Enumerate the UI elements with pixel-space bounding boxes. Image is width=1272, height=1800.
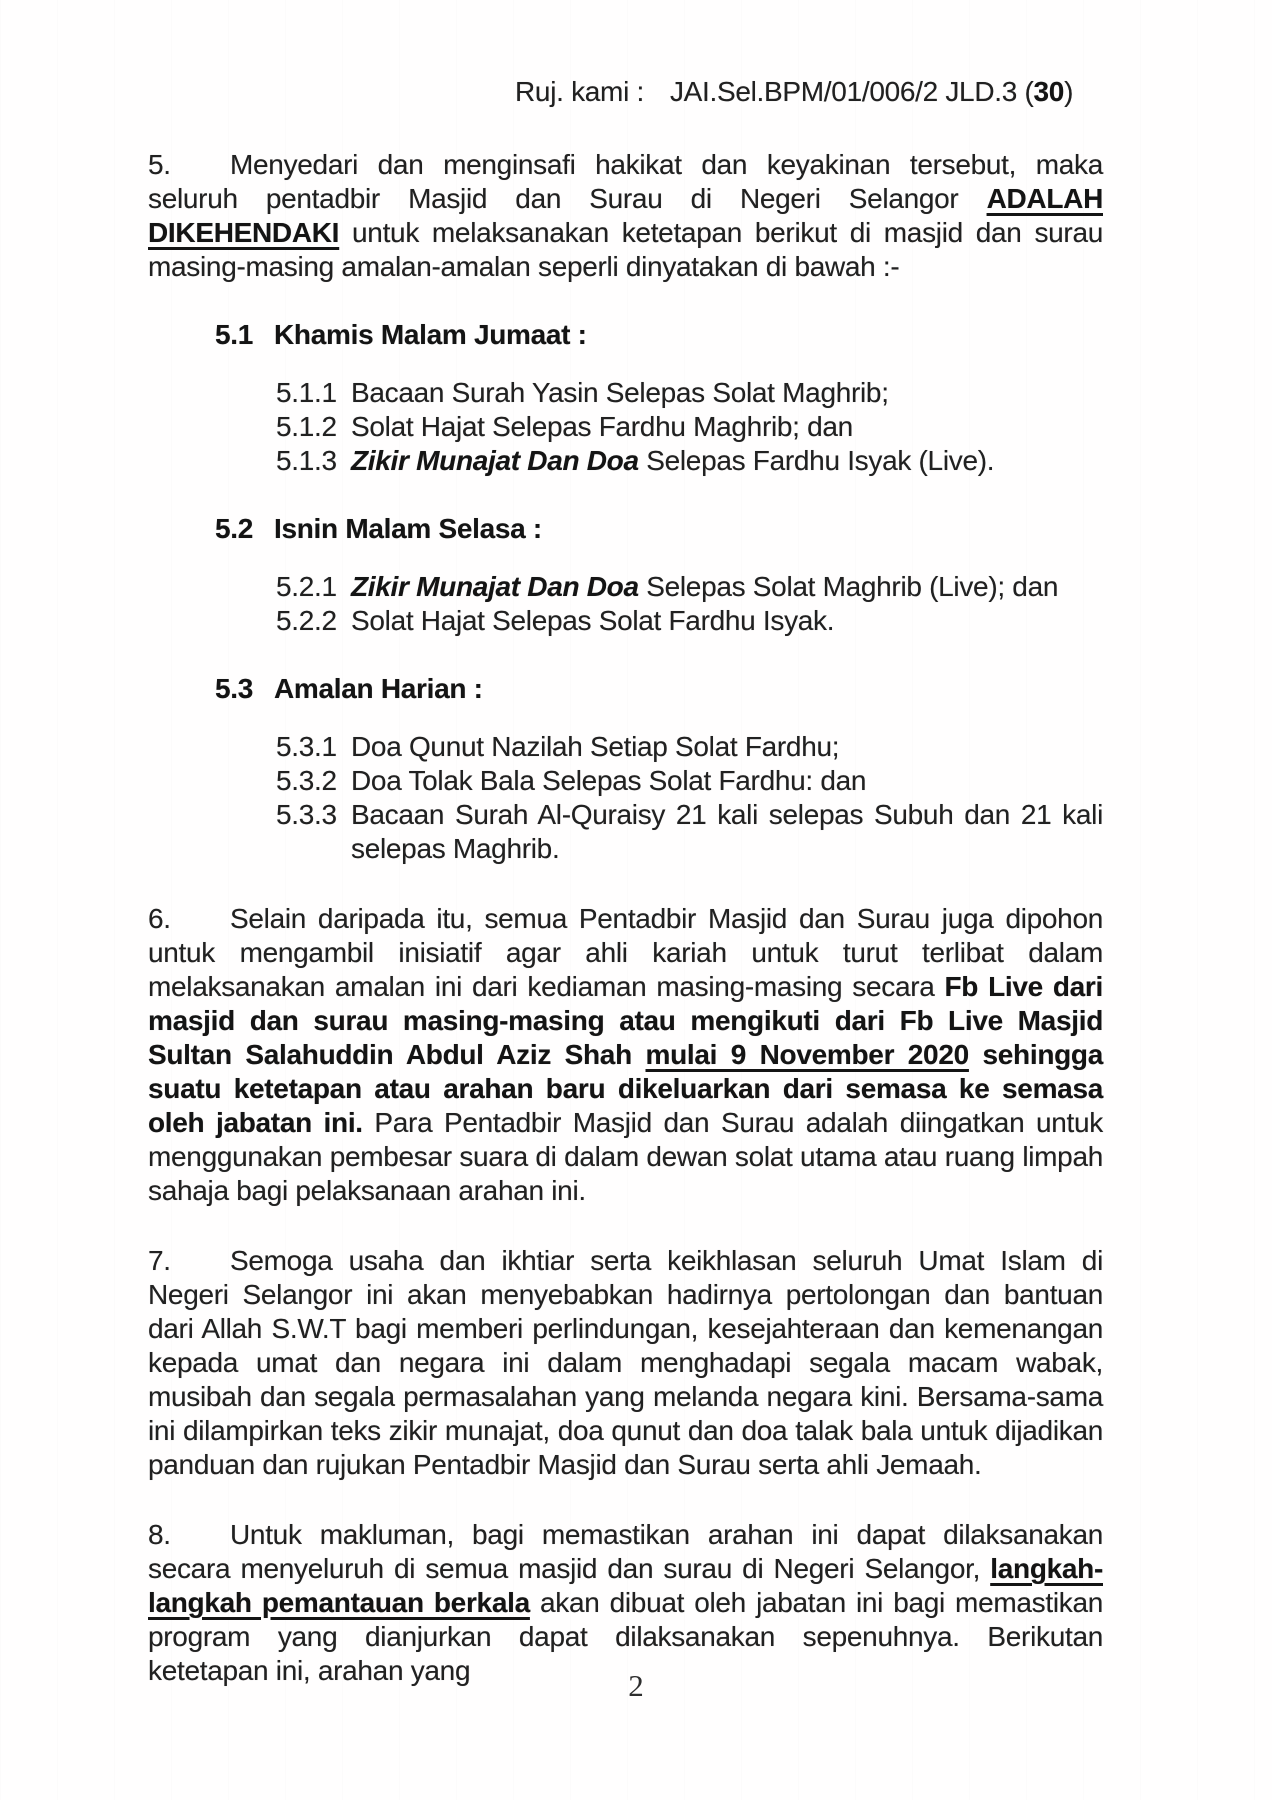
paragraph-7-text: Semoga usaha dan ikhtiar serta keikhlasan seluruh Umat Islam di Negeri Selangor ini akan menyebabkan hadirnya pertolongan dan bantuan dari Allah S.W.T bagi memberi perlindungan, kesejahteraan dan kemenangan kepada umat dan negara ini dalam menghadapi segala macam wabak, musibah dan segala permasalahan yang melanda negara kini. Bersama-sama ini dilampirkan teks zikir munajat, doa qunut dan doa talak bala untuk dijadikan panduan dan rujukan Pentadbir Masjid dan Surau serta ahli Jemaah. (148, 1245, 1103, 1480)
list-item-number: 5.1.2 (276, 411, 337, 442)
paragraph-5-tail: untuk melaksanakan ketetapan berikut di masjid dan surau masing-masing amalan-amalan seperli dinyatakan di bawah :- (148, 217, 1103, 282)
list-item-5-2-2 (148, 604, 1103, 638)
section-5-1-number: 5.1 (215, 319, 254, 350)
paragraph-6-number: 6. (148, 903, 171, 934)
list-item-text: Bacaan Surah Yasin Selepas Solat Maghrib; (351, 377, 889, 408)
reference-number-close: ) (1064, 76, 1074, 107)
paragraph-8 (148, 1518, 1103, 1688)
paragraph-6-bold-tail: sehingga suatu ketetapan atau arahan baru dikeluarkan dari semasa ke semasa oleh jabatan ini. (148, 1039, 1103, 1138)
paragraph-6-tail: Para Pentadbir Masjid dan Surau adalah diingatkan untuk menggunakan pembesar suara di dalam dewan solat utama atau ruang limpah sahaja bagi pelaksanaan arahan ini. (148, 1107, 1103, 1206)
section-5-3-title: Amalan Harian : (274, 673, 483, 704)
section-5-1-title: Khamis Malam Jumaat : (274, 319, 587, 350)
reference-label: Ruj. kami : (515, 76, 644, 107)
list-item-5-2-1 (148, 570, 1103, 604)
paragraph-7 (148, 1244, 1103, 1482)
list-item-text: Solat Hajat Selepas Solat Fardhu Isyak. (351, 605, 835, 636)
paragraph-6-text: Selain daripada itu, semua Pentadbir Masjid dan Surau juga dipohon untuk mengambil inisiatif agar ahli kariah untuk turut terlibat dalam melaksanakan amalan ini dari kediaman masing-masing secara (148, 903, 1103, 1002)
list-item-text: Solat Hajat Selepas Fardhu Maghrib; dan (351, 411, 853, 442)
section-5-3-heading (148, 672, 1103, 706)
list-item-number: 5.3.2 (276, 765, 337, 796)
letter-body (148, 0, 1103, 1688)
list-item-number: 5.1.1 (276, 377, 337, 408)
reference-volume-number: 30 (1033, 76, 1065, 107)
paragraph-5 (148, 148, 1103, 284)
reference-number: JAI.Sel.BPM/01/006/2 JLD.3 ( (669, 76, 1034, 107)
list-item-5-3-3 (148, 798, 1103, 866)
list-item-number: 5.1.3 (276, 445, 337, 476)
section-5-2-number: 5.2 (215, 513, 254, 544)
paragraph-5-emphasis: ADALAH DIKEHENDAKI (148, 183, 1103, 248)
list-item-5-1-1 (148, 376, 1103, 410)
page-number: 2 (628, 1668, 644, 1703)
paragraph-7-number: 7. (148, 1245, 171, 1276)
list-item-5-1-3 (148, 444, 1103, 478)
section-5-2-items (148, 570, 1103, 638)
list-item-text: Selepas Fardhu Isyak (Live). (638, 445, 995, 476)
list-item-text: Doa Tolak Bala Selepas Solat Fardhu: dan (351, 765, 867, 796)
list-item-number: 5.2.1 (276, 571, 337, 602)
list-item-5-1-2 (148, 410, 1103, 444)
section-5-2-title: Isnin Malam Selasa : (274, 513, 542, 544)
paragraph-6-bold: Fb Live dari masjid dan surau masing-masing atau mengikuti dari Fb Live Masjid Sultan Salahuddin Abdul Aziz Shah (148, 971, 1104, 1070)
paragraph-8-number: 8. (148, 1519, 171, 1550)
list-item-5-3-1 (148, 730, 1103, 764)
section-5-2-heading (148, 512, 1103, 546)
paragraph-8-tail: akan dibuat oleh jabatan ini bagi memastikan program yang dianjurkan dapat dilaksanakan sepenuhnya. Berikutan ketetapan ini, arahan yang (148, 1587, 1103, 1686)
paragraph-8-text: Untuk makluman, bagi memastikan arahan ini dapat dilaksanakan secara menyeluruh di semua masjid dan surau di Negeri Selangor, (148, 1519, 1103, 1584)
list-item-number: 5.3.1 (276, 731, 337, 762)
paragraph-5-number: 5. (148, 149, 171, 180)
section-5-3-number: 5.3 (215, 673, 254, 704)
list-item-text: Selepas Solat Maghrib (Live); dan (638, 571, 1059, 602)
section-5-3-items (148, 730, 1103, 866)
paragraph-6 (148, 902, 1103, 1208)
list-item-5-3-2 (148, 764, 1103, 798)
paragraph-5-text: Menyedari dan menginsafi hakikat dan keyakinan tersebut, maka seluruh pentadbir Masjid dan Surau di Negeri Selangor (148, 149, 1103, 214)
list-item-emphasis: Zikir Munajat Dan Doa (351, 445, 639, 476)
list-item-number: 5.2.2 (276, 605, 337, 636)
list-item-text: Doa Qunut Nazilah Setiap Solat Fardhu; (351, 731, 840, 762)
section-5-1-heading (148, 318, 1103, 352)
reference-line (148, 0, 1103, 109)
list-item-emphasis: Zikir Munajat Dan Doa (351, 571, 639, 602)
paragraph-6-bold-underline: mulai 9 November 2020 (645, 1039, 969, 1070)
list-item-number: 5.3.3 (276, 799, 337, 830)
paragraph-8-emphasis: langkah-langkah pemantauan berkala (148, 1553, 1103, 1618)
list-item-text: Bacaan Surah Al-Quraisy 21 kali selepas Subuh dan 21 kali selepas Maghrib. (351, 799, 1103, 864)
section-5-1-items (148, 376, 1103, 478)
